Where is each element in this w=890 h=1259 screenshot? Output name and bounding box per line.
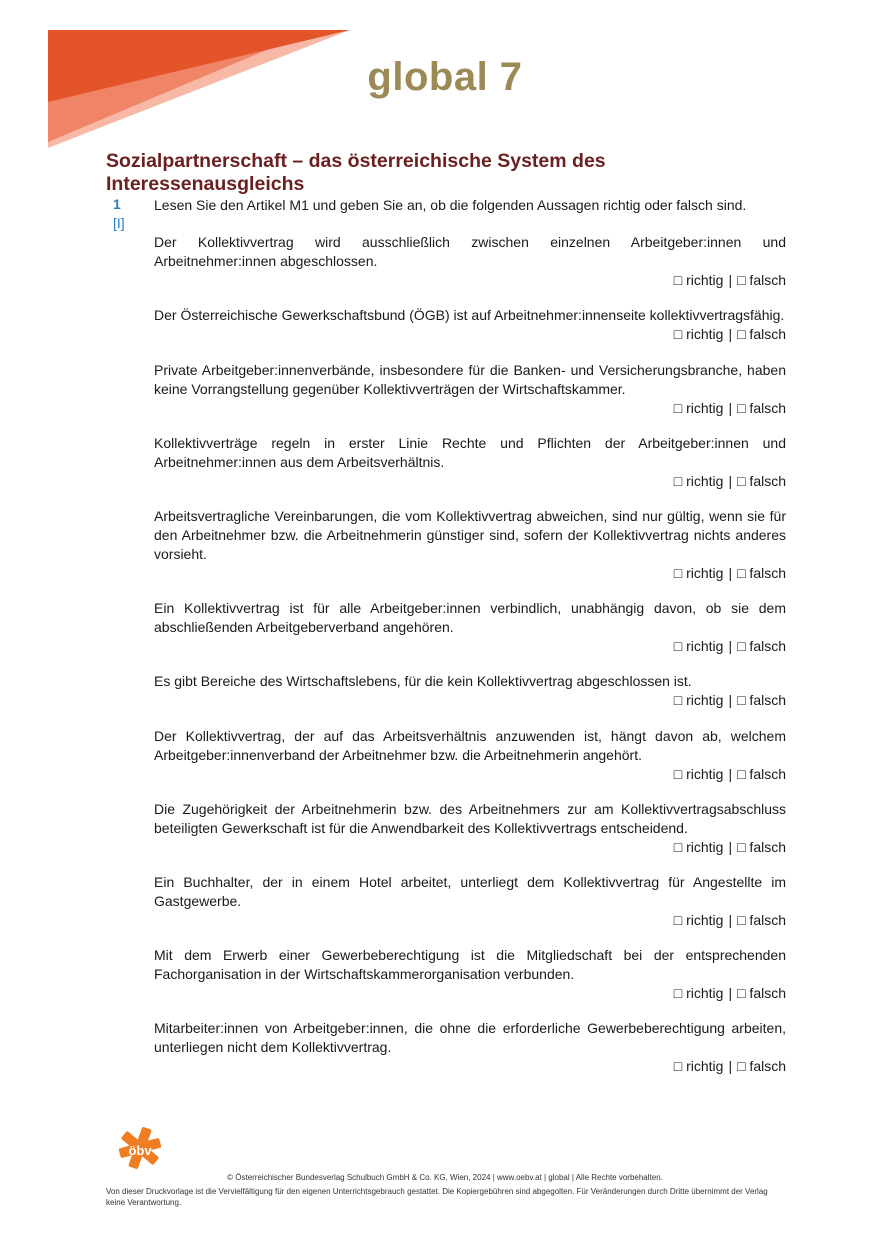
statement-item <box>154 434 786 491</box>
answer-choices <box>154 1057 786 1076</box>
answer-separator: | <box>728 766 733 782</box>
answer-choices <box>154 691 786 710</box>
page-title: Sozialpartnerschaft – das österreichische System des Interessenausgleichs <box>106 150 606 195</box>
answer-choices <box>154 271 786 290</box>
answer-separator: | <box>728 400 733 416</box>
statement-text: Der Österreichische Gewerkschaftsbund (ÖGB) ist auf Arbeitnehmer:innenseite kollektivvertragsfähig. <box>154 307 785 323</box>
answer-separator: | <box>728 692 733 708</box>
obv-logo <box>118 1125 162 1171</box>
statement-text: Mitarbeiter:innen von Arbeitgeber:innen, die ohne die erforderliche Gewerbeberechtigung arbeiten, unterliegen nicht dem Kollektivvertrag. <box>154 1020 786 1055</box>
falsch-checkbox[interactable]: □ falsch <box>737 766 786 782</box>
richtig-checkbox[interactable]: □ richtig <box>673 912 724 928</box>
logo-text: öbv <box>128 1143 152 1158</box>
answer-choices <box>154 984 786 1003</box>
statement-text: Kollektivverträge regeln in erster Linie Rechte und Pflichten der Arbeitgeber:innen und Arbeitnehmer:innen aus dem Arbeitsverhältnis. <box>154 435 786 470</box>
answer-separator: | <box>728 985 733 1001</box>
answer-choices <box>154 472 786 491</box>
answer-choices <box>154 637 786 656</box>
statement-text: Der Kollektivvertrag wird ausschließlich zwischen einzelnen Arbeitgeber:innen und Arbeitnehmer:innen abgeschlossen. <box>154 234 786 269</box>
answer-separator: | <box>728 473 733 489</box>
answer-choices <box>154 838 786 857</box>
answer-separator: | <box>728 565 733 581</box>
answer-choices <box>154 399 786 418</box>
answer-separator: | <box>728 326 733 342</box>
brand-title: global 7 <box>367 55 523 99</box>
falsch-checkbox[interactable]: □ falsch <box>737 692 786 708</box>
statement-text: Die Zugehörigkeit der Arbeitnehmerin bzw. des Arbeitnehmers zur am Kollektivvertragsabschluss beteiligten Gewerkschaft ist für die Anwendbarkeit des Kollektivvertrags entscheidend. <box>154 801 786 836</box>
richtig-checkbox[interactable]: □ richtig <box>673 326 724 342</box>
falsch-checkbox[interactable]: □ falsch <box>737 839 786 855</box>
answer-separator: | <box>728 839 733 855</box>
richtig-checkbox[interactable]: □ richtig <box>673 272 724 288</box>
statement-text: Der Kollektivvertrag, der auf das Arbeitsverhältnis anzuwenden ist, hängt davon ab, welchem Arbeitgeber:innenverband der Arbeitnehmer bzw. die Arbeitnehmerin angehört. <box>154 728 786 763</box>
richtig-checkbox[interactable]: □ richtig <box>673 638 724 654</box>
statement-item <box>154 599 786 656</box>
statement-item <box>154 361 786 418</box>
statement-item <box>154 233 786 290</box>
copyright-line: © Österreichischer Bundesverlag Schulbuch GmbH & Co. KG, Wien, 2024 | www.oebv.at | global | Alle Rechte vorbehalten. <box>227 1173 663 1182</box>
answer-choices <box>154 564 786 583</box>
richtig-checkbox[interactable]: □ richtig <box>673 473 724 489</box>
falsch-checkbox[interactable]: □ falsch <box>737 473 786 489</box>
falsch-checkbox[interactable]: □ falsch <box>737 565 786 581</box>
answer-choices <box>154 911 786 930</box>
statement-item <box>154 800 786 857</box>
statement-item <box>154 672 786 710</box>
answer-separator: | <box>728 638 733 654</box>
falsch-checkbox[interactable]: □ falsch <box>737 326 786 342</box>
statement-item <box>154 507 786 583</box>
statement-item <box>154 873 786 930</box>
falsch-checkbox[interactable]: □ falsch <box>737 400 786 416</box>
statement-text: Ein Kollektivvertrag ist für alle Arbeitgeber:innen verbindlich, unabhängig davon, ob sie dem abschließenden Arbeitgeberverband angehören. <box>154 600 786 635</box>
richtig-checkbox[interactable]: □ richtig <box>673 985 724 1001</box>
statement-item <box>154 1019 786 1076</box>
richtig-checkbox[interactable]: □ richtig <box>673 839 724 855</box>
falsch-checkbox[interactable]: □ falsch <box>737 912 786 928</box>
statement-text: Ein Buchhalter, der in einem Hotel arbeitet, unterliegt dem Kollektivvertrag für Angestellte im Gastgewerbe. <box>154 874 786 909</box>
richtig-checkbox[interactable]: □ richtig <box>673 692 724 708</box>
falsch-checkbox[interactable]: □ falsch <box>737 272 786 288</box>
richtig-checkbox[interactable]: □ richtig <box>673 766 724 782</box>
richtig-checkbox[interactable]: □ richtig <box>673 1058 724 1074</box>
richtig-checkbox[interactable]: □ richtig <box>673 400 724 416</box>
statement-text: Es gibt Bereiche des Wirtschaftslebens, für die kein Kollektivvertrag abgeschlossen ist. <box>154 673 692 689</box>
statement-text: Mit dem Erwerb einer Gewerbeberechtigung ist die Mitgliedschaft bei der entsprechenden Fachorganisation in der Wirtschaftskammerorganisation verbunden. <box>154 947 786 982</box>
task-level: [I] <box>113 215 125 231</box>
answer-choices <box>154 325 786 344</box>
falsch-checkbox[interactable]: □ falsch <box>737 1058 786 1074</box>
answer-choices <box>154 765 786 784</box>
statement-text: Private Arbeitgeber:innenverbände, insbesondere für die Banken- und Versicherungsbranche, haben keine Vorrangstellung gegenüber Kollektivverträgen der Wirtschaftskammer. <box>154 362 786 397</box>
task-instruction: Lesen Sie den Artikel M1 und geben Sie an, ob die folgenden Aussagen richtig oder falsch sind. <box>154 197 747 213</box>
falsch-checkbox[interactable]: □ falsch <box>737 985 786 1001</box>
statement-item <box>154 727 786 784</box>
copy-notice: Von dieser Druckvorlage ist die Vervielfältigung für den eigenen Unterrichtsgebrauch gestattet. Die Kopiergebühren sind abgegolten. Für Veränderungen durch Dritte übernimmt der Verlag keine Verantwortung. <box>106 1187 768 1207</box>
statement-text: Arbeitsvertragliche Vereinbarungen, die vom Kollektivvertrag abweichen, sind nur gültig, wenn sie für den Arbeitnehmer bzw. die Arbeitnehmerin günstiger sind, sofern der Kollektivvertrag nichts anderes vorsieht. <box>154 508 786 562</box>
answer-separator: | <box>728 912 733 928</box>
answer-separator: | <box>728 272 733 288</box>
statement-item <box>154 306 786 344</box>
answer-separator: | <box>728 1058 733 1074</box>
falsch-checkbox[interactable]: □ falsch <box>737 638 786 654</box>
task-number: 1 <box>113 196 121 212</box>
statement-item <box>154 946 786 1003</box>
richtig-checkbox[interactable]: □ richtig <box>673 565 724 581</box>
